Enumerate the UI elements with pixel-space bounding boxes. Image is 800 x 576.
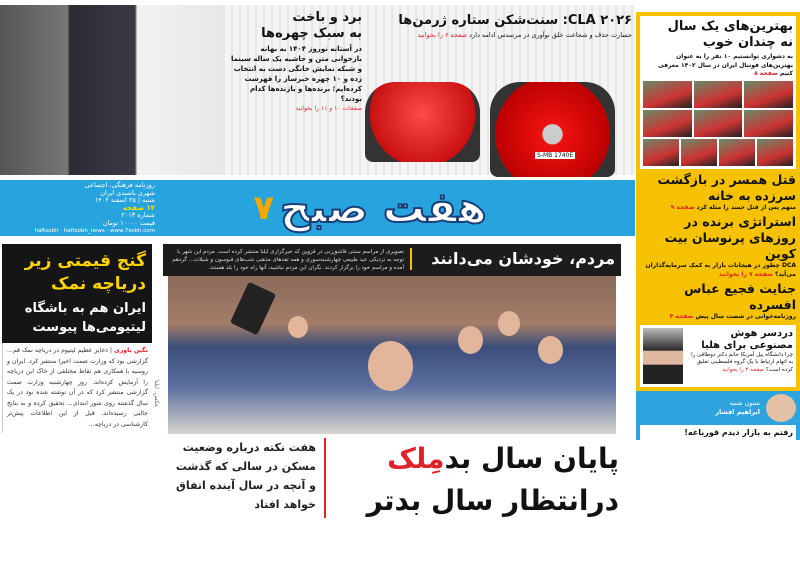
logo-number: ۷ — [253, 188, 275, 228]
photo-headline[interactable]: مردم، خودشان می‌دانند — [410, 248, 615, 270]
center-column — [163, 244, 621, 522]
lithium-story-box[interactable] — [2, 244, 152, 343]
celeb-body: در آستانه نوروز ۱۴۰۴ به بهانه بازخوانی متن و حاشیه یک ساله سینما و شبکه نمایش خانگی دست به انتخاب زده و ۱۰ چهره خبرساز را فهرست کرده‌ایم؛ برنده‌ها و بازنده‌ها کدام بودند؟ — [230, 45, 362, 103]
issue-info: روزنامه فرهنگی، اجتماعی شهری باشندی ایران شنبه | ۲۵ اسفند ۱۴۰۲ ۱۲ صفحه شماره ۲۰۱۳ قیمت ۱۰۰۰۰ تومان haftsobh · haftsobh_news · www.7sobh.com — [34, 181, 155, 234]
abbas-headline[interactable]: جنایت فجیع عباس افسرده — [684, 281, 796, 312]
license-plate: S-MB 1740E — [537, 152, 574, 159]
player-photos — [643, 81, 793, 137]
right-headlines: قتل همسر در بازگشت سرزده به خانه متهم پس از قتل جسد را مثله کرد صفحه ۹ استراتژی برنده در روزهای پرنوسان بیت کوین DCA چطور در هیجانات بازار به کمک سرمایه‌گذاران می‌آید؟ صفحه ۷ را بخوانید جنایت فجیع عباس افسرده روزنامه‌خوانی در شصت سال پیش صفحه ۴ — [640, 169, 796, 325]
selfie-photo — [168, 276, 616, 434]
celeb-story[interactable] — [230, 10, 362, 112]
lithium-headline: گنج قیمتی زیر دریاچه نمک — [24, 251, 146, 294]
author-photo — [766, 394, 796, 422]
car-front-photo — [490, 82, 615, 177]
column-label: ستون شنبه ابراهیم افشار — [715, 398, 760, 416]
lithium-subhead: ایران هم به باشگاه لیتیومی‌ها پیوست — [24, 301, 146, 335]
main-headline[interactable]: پایان سال بدمِلک درانتظار سال بدتر — [366, 442, 619, 517]
sport-body: به دشواری توانستیم ۱۰ نفر را به عنوان بهترین‌های فوتبال ایران در سال ۱۴۰۲ معرفی کنیم صفحه ۸ — [658, 53, 793, 77]
celeb-ref[interactable]: صفحات ۱۰ و ۱۱ را بخوانید — [295, 105, 362, 112]
right-column — [636, 12, 800, 440]
column-title[interactable]: رفتم به بازار دیدم قورباغه! — [640, 425, 796, 440]
sport-headline: بهترین‌های یک سال نه چندان خوب — [667, 19, 793, 50]
celeb-headline[interactable]: برد و باخت به سبک چهره‌ها — [261, 10, 362, 41]
car-headline[interactable]: CLA ۲۰۲۶: سنت‌شکن ستاره ژرمن‌ها — [398, 13, 632, 28]
car-story[interactable] — [362, 12, 632, 40]
newspaper-logo: هفت صبح — [280, 183, 487, 232]
sport-box[interactable] — [640, 16, 796, 169]
crime-headline[interactable]: قتل همسر در بازگشت سرزده به خانه — [657, 171, 796, 203]
car-body: جسارت حذف و شجاعت خلق نوآوری در مرسدس ادامه دارد صفحه ۶ را بخوانید — [417, 31, 632, 39]
column-box[interactable] — [636, 391, 800, 440]
car-photos — [365, 82, 620, 177]
helia-box[interactable] — [640, 325, 796, 387]
newspaper-logo-area — [170, 180, 570, 236]
helia-story: دردسر هوش مصنوعی برای هلیا چرا دانشگاه ییل آمریکا خانم دکتر دوطاقی را به اتهام ارتباط با یک گروه فلسطینی تعلیق کرده است؟ صفحه ۳ را بخوانید — [691, 327, 793, 373]
divider — [324, 438, 326, 518]
photo-caption: تصویری از مراسم سنتی قاشق‌زنی در قزوین که خبرگزاری ایلنا منتشر کرده است. مردم این شهر با توجه به نزدیکی عید طبیعی چهارشنبه‌سوری و همه تقدهای مذهبی شب‌های قبوسون و شیلات... گردهم آمده و مراسم خود را برگزار کردند. نگران این مردم نباشید، آنها راه خود را بلد هستند. — [172, 249, 404, 271]
main-story[interactable] — [163, 434, 621, 522]
left-column — [2, 244, 152, 433]
lithium-article: نگین باوری | ذخایر عظیم لیتیوم در دریاچه نمک قم... گزارشی بود که وزارت صمت اخیرا منتشر کرد. ایران و روسیه با همکاری هم نقاط مختلفی از خاک این دریاچه را آزمایش کرده‌اند. روز چهارشنبه وزارت صمت گزارشی منتشر کرد که در آن نوشته شده بود در یک سال گذشته روی شور ابتدای... تحقیق کرده و به نتایج جالبی رسیده‌اند. قبل از این اطلاعات پیش‌تر کارشناسی در دریاچه... — [2, 343, 152, 433]
photo-credit: عکس: ایلنا — [153, 380, 160, 408]
car-rear-photo — [365, 82, 480, 162]
crypto-headline[interactable]: استراتژی برنده در روزهای پرنوسان بیت کوین — [664, 214, 796, 261]
photo-header — [163, 244, 621, 276]
helia-photo — [643, 328, 683, 384]
main-deck: هفت نکته درباره وضعیت مسکن در سالی که گذشت و آنچه در سال آینده اتفاق خواهد افتاد — [175, 441, 316, 511]
celebrity-photo — [0, 5, 225, 175]
